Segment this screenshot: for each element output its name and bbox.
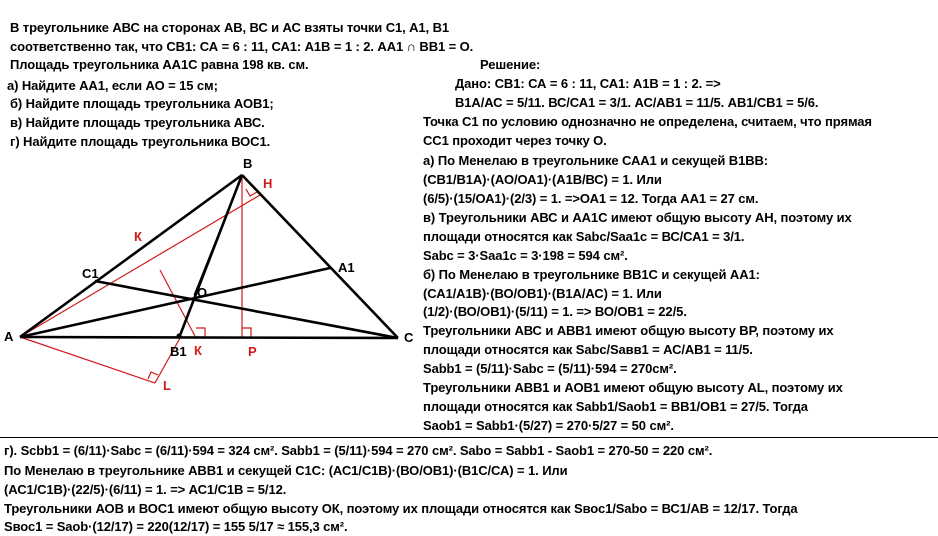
bottom-line: Треугольники АОВ и ВОС1 имеют общую высоту ОК, поэтому их площади относятся как Sвос1/Sabo = ВС1/АВ = 12/17. Тогда — [4, 501, 798, 516]
altitude-ah — [20, 195, 260, 337]
label-h: Н — [263, 176, 273, 191]
divider-line — [0, 437, 938, 438]
question-d: г) Найдите площадь треугольника ВОС1. — [10, 134, 271, 149]
label-a1: А1 — [338, 260, 355, 275]
label-c: С — [404, 330, 414, 345]
solution-line: (СВ1/В1А)·(АО/ОА1)·(А1В/ВС) = 1. Или — [423, 172, 662, 187]
solution-line: б) По Менелаю в треугольнике ВВ1С и секущей АА1: — [423, 267, 760, 282]
solution-line: СС1 проходит через точку О. — [423, 133, 607, 148]
label-l: L — [163, 378, 171, 393]
bottom-line: (АС1/С1В)·(22/5)·(6/11) = 1. => АС1/С1В = 5/12. — [4, 482, 287, 497]
solution-line: а) По Менелаю в треугольнике САА1 и секущей В1ВВ: — [423, 153, 769, 168]
solution-line: площади относятся как Sabc/Saвв1 = АС/АВ1 = 11/5. — [423, 342, 753, 357]
label-a: А — [4, 329, 14, 344]
solution-line: в) Треугольники АВС и АА1С имеют общую высоту АН, поэтому их — [423, 210, 852, 225]
problem-line-2: соответственно так, что СВ1: СА = 6 : 11, СА1: А1В = 1 : 2. АА1 ∩ ВВ1 = О. — [10, 39, 474, 54]
altitude-al — [20, 337, 155, 383]
auxiliary-lines — [20, 175, 260, 383]
solution-line: (6/5)·(15/ОА1)·(2/3) = 1. =>ОА1 = 12. Тогда АА1 = 27 см. — [423, 191, 759, 206]
bottom-line: По Менелаю в треугольнике АВВ1 и секущей С1С: (АС1/С1В)·(ВО/ОВ1)·(В1С/СА) = 1. Или — [4, 463, 568, 478]
solution-line: площади относятся как Sabb1/Saob1 = ВВ1/ОВ1 = 27/5. Тогда — [423, 399, 808, 414]
solution-line: Треугольники АВС и АВВ1 имеют общую высоту ВР, поэтому их — [423, 323, 834, 338]
bottom-line: Sвос1 = Saob·(12/17) = 220(12/17) = 155 5/17 ≈ 155,3 см². — [4, 519, 348, 534]
label-k-base: К — [194, 343, 202, 358]
bottom-line: г). Scbb1 = (6/11)·Sabc = (6/11)·594 = 324 см². Sabb1 = (5/11)·594 = 270 см². Sabo = Sabb1 - Saob1 = 270-50 = 220 см². — [4, 443, 713, 458]
question-a: а) Найдите АА1, если АО = 15 см; — [7, 78, 218, 93]
point-b1 — [177, 334, 182, 339]
triangle-diagram — [0, 150, 420, 400]
solution-line: (СА1/А1В)·(ВО/ОВ1)·(В1А/АС) = 1. Или — [423, 286, 662, 301]
question-b: б) Найдите площадь треугольника АОВ1; — [10, 96, 274, 111]
solution-line: Sabb1 = (5/11)·Sabc = (5/11)·594 = 270см². — [423, 361, 677, 376]
question-c: в) Найдите площадь треугольника АВС. — [10, 115, 265, 130]
solution-line: Sabc = 3·Saa1c = 3·198 = 594 см². — [423, 248, 628, 263]
label-c1: С1 — [82, 266, 99, 281]
solution-line: В1А/АС = 5/11. ВС/СА1 = 3/1. АС/АВ1 = 11/5. АВ1/СВ1 = 5/6. — [455, 95, 819, 110]
label-b: В — [243, 156, 253, 171]
solution-line: (1/2)·(ВО/ОВ1)·(5/11) = 1. => ВО/ОВ1 = 22/5. — [423, 304, 687, 319]
solution-line: Треугольники АВВ1 и АОВ1 имеют общую высоту AL, поэтому их — [423, 380, 843, 395]
label-b1: В1 — [170, 344, 187, 359]
label-p: Р — [248, 344, 257, 359]
solution-line: Saob1 = Sabb1·(5/27) = 270·5/27 = 50 см². — [423, 418, 674, 433]
label-k-side: К — [134, 229, 142, 244]
label-o: О — [197, 285, 208, 300]
solution-heading: Решение: — [480, 57, 541, 72]
side-ac — [20, 337, 398, 338]
solution-line: Точка С1 по условию однозначно не определена, считаем, что прямая — [423, 114, 872, 129]
problem-line-1: В треугольнике АВС на сторонах АВ, ВС и АС взяты точки С1, А1, В1 — [10, 20, 449, 35]
problem-line-3: Площадь треугольника АА1С равна 198 кв. см. — [10, 57, 309, 72]
solution-line: Дано: СВ1: СА = 6 : 11, СА1: А1В = 1 : 2. => — [455, 76, 721, 91]
right-angle-l — [148, 372, 158, 379]
solution-line: площади относятся как Sabc/Saa1c = ВС/СА1 = 3/1. — [423, 229, 745, 244]
